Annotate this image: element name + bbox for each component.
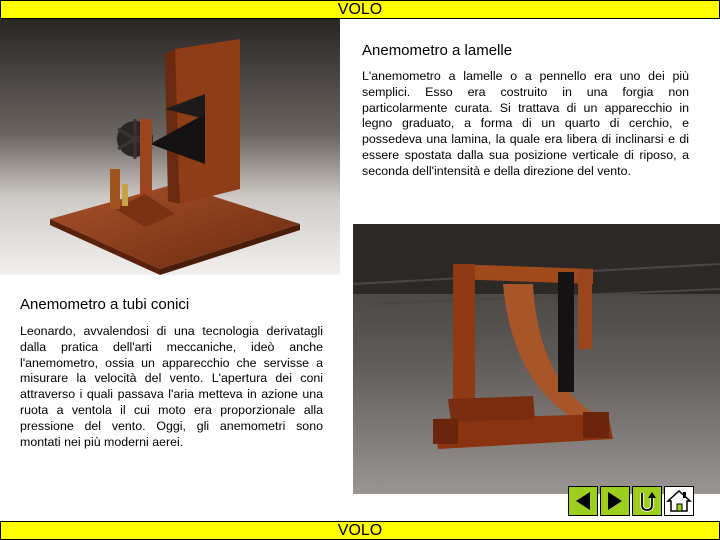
footer-banner	[0, 521, 720, 540]
section-heading-lamelle: Anemometro a lamelle	[362, 42, 513, 59]
photo-anemometro-tubi-conici	[0, 19, 340, 275]
return-button[interactable]	[632, 486, 662, 516]
next-icon	[604, 490, 626, 512]
next-button[interactable]	[600, 486, 630, 516]
section-heading-tubi-conici: Anemometro a tubi conici	[20, 296, 190, 313]
home-icon	[666, 488, 692, 514]
home-button[interactable]	[664, 486, 694, 516]
header-banner	[0, 0, 720, 19]
header-title: VOLO	[337, 1, 383, 18]
return-icon	[635, 489, 659, 513]
previous-icon	[572, 490, 594, 512]
photo-anemometro-lamelle	[353, 224, 720, 494]
section-body-tubi-conici: Leonardo, avvalendosi di una tecnologia derivatagli dalla pratica dell'arti meccaniche, ideò anche l'anemometro, ossia un apparecchio che servisse a misurare la velocità del vento. L'apertura dei coni attraverso i quali passava l'aria metteva in azione una ruota a ventola il cui moto era proporzionale alla pressione del vento. Oggi, gli anemometri sono montati nei più moderni aerei.	[20, 324, 323, 449]
navigation-bar	[568, 486, 694, 516]
previous-button[interactable]	[568, 486, 598, 516]
section-body-lamelle: L'anemometro a lamelle o a pennello era uno dei più semplici. Esso era costruito in una forgia non particolarmente curata. Si trattava di un apparecchio in legno graduato, a forma di un quarto di cerchio, e possedeva una lamina, la quale era libera di inclinarsi e di essere spostata dalla sua posizione verticale di riposo, a seconda dell'intensità e della direzione del vento.	[362, 69, 689, 178]
footer-title: VOLO	[337, 522, 383, 539]
